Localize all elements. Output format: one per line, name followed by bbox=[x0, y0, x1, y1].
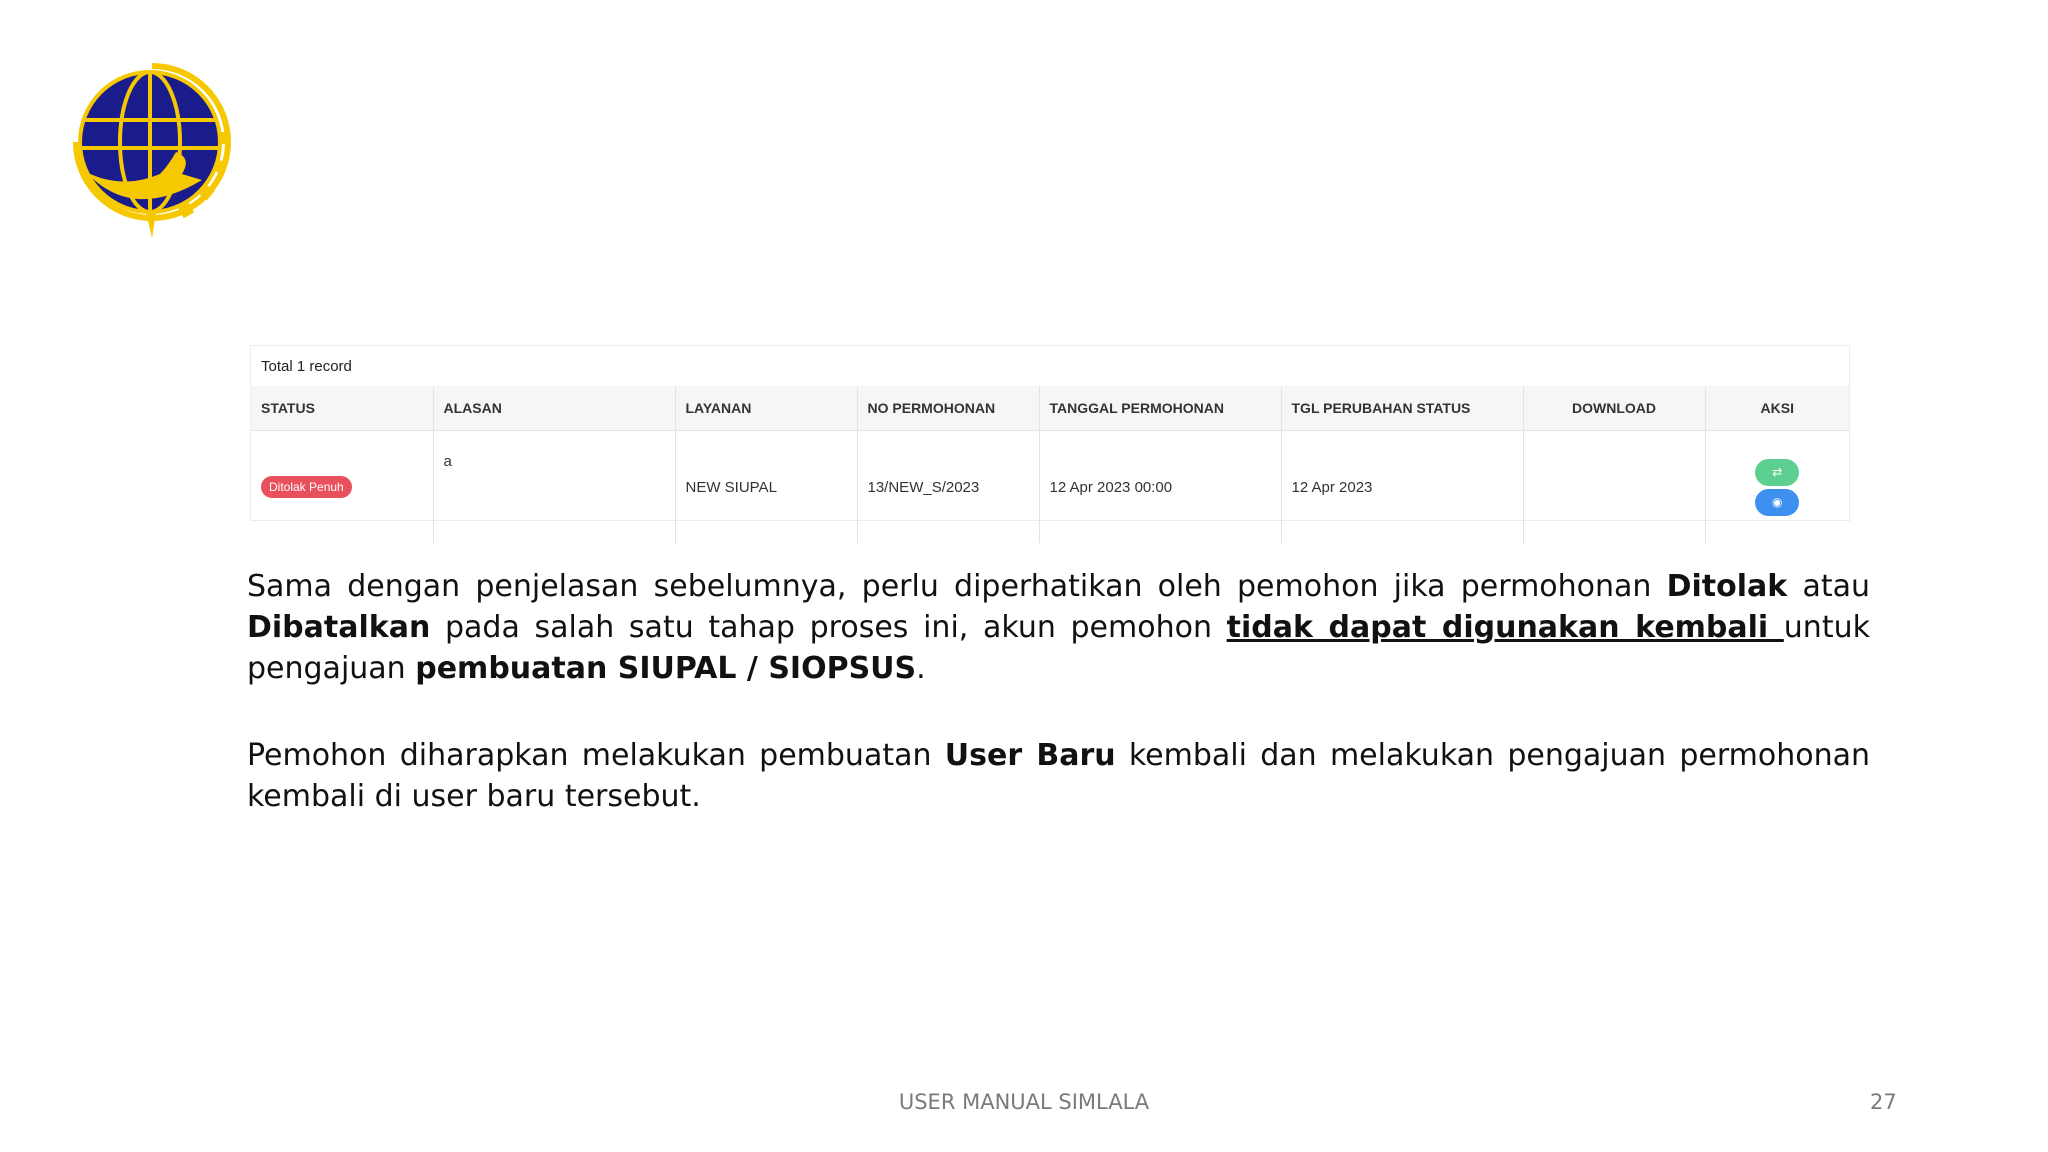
instruction-paragraph bbox=[247, 735, 1870, 817]
paragraph1-underlined-warning: tidak dapat digunakan kembali bbox=[1226, 610, 1784, 645]
ministry-logo-icon bbox=[72, 62, 232, 242]
header-aksi: AKSI bbox=[1705, 386, 1849, 431]
header-tanggal-permohonan[interactable]: TANGGAL PERMOHONAN bbox=[1039, 386, 1281, 431]
tgl-perubahan-status-cell: 12 Apr 2023 bbox=[1281, 431, 1523, 544]
paragraph1-text-1: Sama dengan penjelasan sebelumnya, perlu diperhatikan oleh pemohon jika permohonan bbox=[247, 569, 1667, 604]
no-permohonan-cell: 13/NEW_S/2023 bbox=[857, 431, 1039, 544]
paragraph2-text-1: Pemohon diharapkan melakukan pembuatan bbox=[247, 738, 945, 773]
status-cell bbox=[251, 431, 433, 544]
paragraph1-bold-siupal: pembuatan SIUPAL / SIOPSUS bbox=[415, 651, 917, 686]
paragraph1-text-2: atau bbox=[1787, 569, 1870, 604]
header-status[interactable]: STATUS bbox=[251, 386, 433, 431]
aksi-cell bbox=[1705, 431, 1849, 544]
transfer-action-button[interactable] bbox=[1755, 459, 1799, 486]
header-download[interactable]: DOWNLOAD bbox=[1523, 386, 1705, 431]
header-layanan[interactable]: LAYANAN bbox=[675, 386, 857, 431]
paragraph1-bold-ditolak: Ditolak bbox=[1666, 569, 1788, 604]
header-no-permohonan[interactable]: NO PERMOHONAN bbox=[857, 386, 1039, 431]
transfer-icon: ⇄ bbox=[1772, 464, 1783, 479]
paragraph2-bold-user-baru: User Baru bbox=[944, 738, 1116, 773]
header-alasan[interactable]: ALASAN bbox=[433, 386, 675, 431]
layanan-cell: NEW SIUPAL bbox=[675, 431, 857, 544]
view-action-button[interactable] bbox=[1755, 489, 1799, 516]
paragraph1-text-3: pada salah satu tahap proses ini, akun pemohon bbox=[430, 610, 1227, 645]
paragraph1-text-5: . bbox=[916, 651, 926, 686]
footer-title: USER MANUAL SIMLALA bbox=[898, 1090, 1150, 1114]
eye-icon: ◉ bbox=[1772, 494, 1783, 509]
alasan-cell: a bbox=[433, 431, 675, 544]
paragraph1-text-4: untuk pengajuan bbox=[247, 610, 1870, 686]
tanggal-permohonan-cell: 12 Apr 2023 00:00 bbox=[1039, 431, 1281, 544]
records-table-panel bbox=[250, 345, 1850, 521]
download-cell bbox=[1523, 431, 1705, 544]
page-number: 27 bbox=[1870, 1090, 1897, 1114]
status-badge: Ditolak Penuh bbox=[261, 476, 352, 498]
total-records-label: Total 1 record bbox=[261, 358, 352, 375]
header-tgl-perubahan-status[interactable]: TGL PERUBAHAN STATUS bbox=[1281, 386, 1523, 431]
records-table bbox=[251, 386, 1849, 543]
table-header-row bbox=[251, 386, 1849, 431]
paragraph2-text-2: kembali dan melakukan pengajuan permohonan kembali di user baru tersebut. bbox=[247, 738, 1870, 814]
explanation-paragraph bbox=[247, 566, 1870, 689]
paragraph1-bold-dibatalkan: Dibatalkan bbox=[247, 610, 431, 645]
table-row bbox=[251, 431, 1849, 544]
